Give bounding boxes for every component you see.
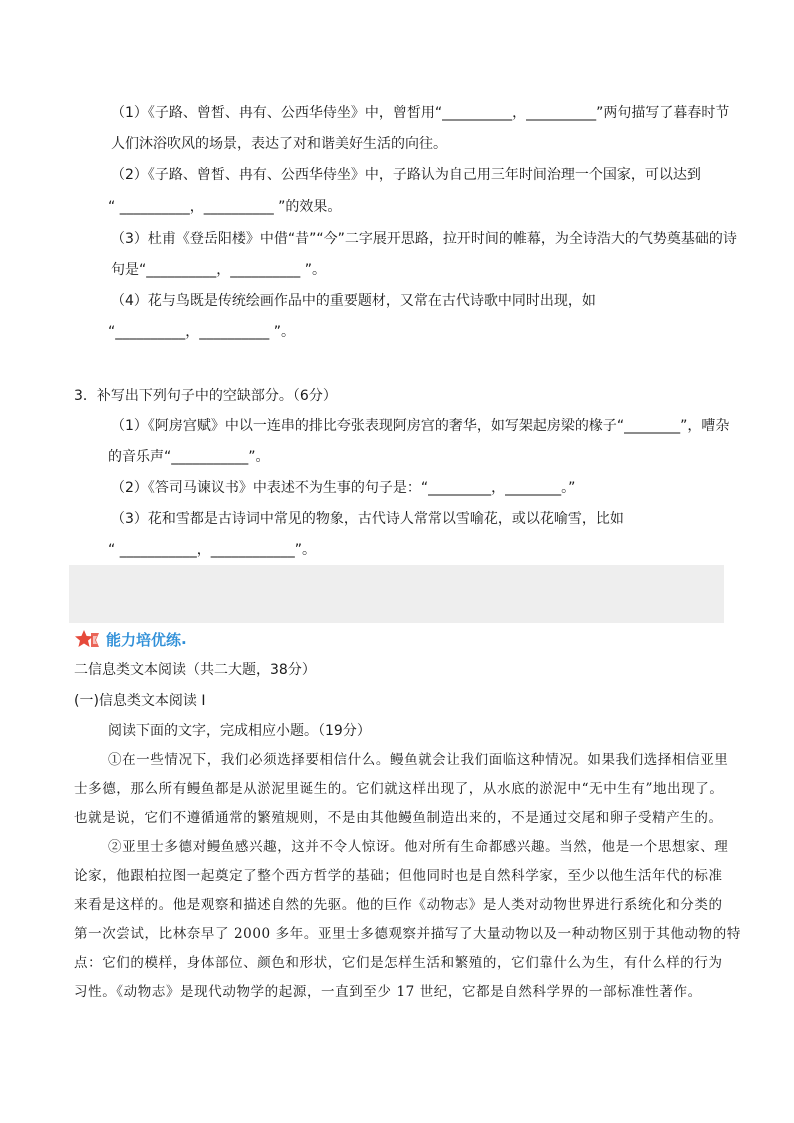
section-title: 能力培优练 [106, 630, 182, 649]
question-3-heading: 3．补写出下列句子中的空缺部分。（6分） [74, 388, 337, 404]
answer-area-band [69, 565, 724, 623]
block2-q2-line1: （2）《答司马谏议书》中表述不为生事的句子是：“_________，________。” [111, 480, 576, 496]
paragraph-2-line-1: ②亚里士多德对鳗鱼感兴趣，这并不令人惊讶。他对所有生命都感兴趣。当然，他是一个思想家、理 [108, 839, 729, 855]
paragraph-2-line-6: 习性。《动物志》是现代动物学的起源，一直到至少 17 世纪，它都是自然科学界的一部标准性著作。 [74, 984, 702, 1000]
paragraph-2-line-5: 点：它们的模样，身体部位、颜色和形状，它们是怎样生活和繁殖的，它们靠什么为生，有什么样的行为 [74, 955, 723, 971]
block2-q3-line2: “ ___________，____________”。 [108, 542, 316, 558]
sub-heading: (一)信息类文本阅读 I [74, 693, 206, 709]
paragraph-2-line-4: 第一次尝试，比林奈早了 2000 多年。亚里士多德观察并描写了大量动物以及一种动物区别于其他动物的特 [74, 926, 741, 942]
paragraph-1-line-1: ①在一些情况下，我们必须选择要相信什么。鳗鱼就会让我们面临这种情况。如果我们选择相信亚里 [108, 752, 729, 768]
block1-q1-line2: 人们沐浴吹风的场景，表达了对和谐美好生活的向往。 [111, 136, 447, 152]
block1-q4-line1: （4）花与鸟既是传统绘画作品中的重要题材，又常在古代诗歌中同时出现，如 [111, 293, 596, 309]
block1-q2-line2: “ __________，__________ ”的效果。 [108, 199, 342, 215]
part-heading: 二信息类文本阅读（共二大题，38分） [74, 662, 316, 678]
section-header [74, 628, 187, 650]
block2-q3-line1: （3）花和雪都是古诗词中常见的物象，古代诗人常常以雪喻花，或以花喻雪，比如 [111, 511, 624, 527]
paragraph-2-line-2: 论家，他跟柏拉图一起奠定了整个西方哲学的基础；但他同时也是自然科学家，至少以他生活年代的标准 [74, 868, 723, 884]
star-ribbon-icon [74, 629, 102, 649]
paragraph-1-line-2: 士多德，那么所有鳗鱼都是从淤泥里诞生的。它们就这样出现了，从水底的淤泥中“无中生有”地出现了。 [74, 781, 724, 797]
block2-q1-line1: （1）《阿房宫赋》中以一连串的排比夸张表现阿房宫的奢华，如写架起房梁的椽子“________”，嘈杂 [111, 418, 730, 434]
instruction: 阅读下面的文字，完成相应小题。（19分） [108, 723, 371, 739]
block1-q1-line1: （1）《子路、曾皙、冉有、公西华侍坐》中，曾皙用“__________，__________”两句描写了暮春时节 [111, 105, 730, 121]
section-title-dot: . [181, 630, 187, 648]
block2-q1-line2: 的音乐声“___________”。 [108, 449, 270, 465]
block1-q4-line2: “__________，__________ ”。 [108, 324, 295, 340]
block1-q2-line1: （2）《子路、曾皙、冉有、公西华侍坐》中，子路认为自己用三年时间治理一个国家，可以达到 [111, 167, 701, 183]
block1-q3-line1: （3）杜甫《登岳阳楼》中借“昔”“今”二字展开思路，拉开时间的帷幕，为全诗浩大的气势奠基础的诗 [111, 231, 737, 247]
paragraph-1-line-3: 也就是说，它们不遵循通常的繁殖规则，不是由其他鳗鱼制造出来的，不是通过交尾和卵子受精产生的。 [74, 810, 723, 826]
block1-q3-line2: 句是“__________，__________ ”。 [111, 262, 326, 278]
paragraph-2-line-3: 来看是这样的。他是观察和描述自然的先驱。他的巨作《动物志》是人类对动物世界进行系统化和分类的 [74, 897, 723, 913]
